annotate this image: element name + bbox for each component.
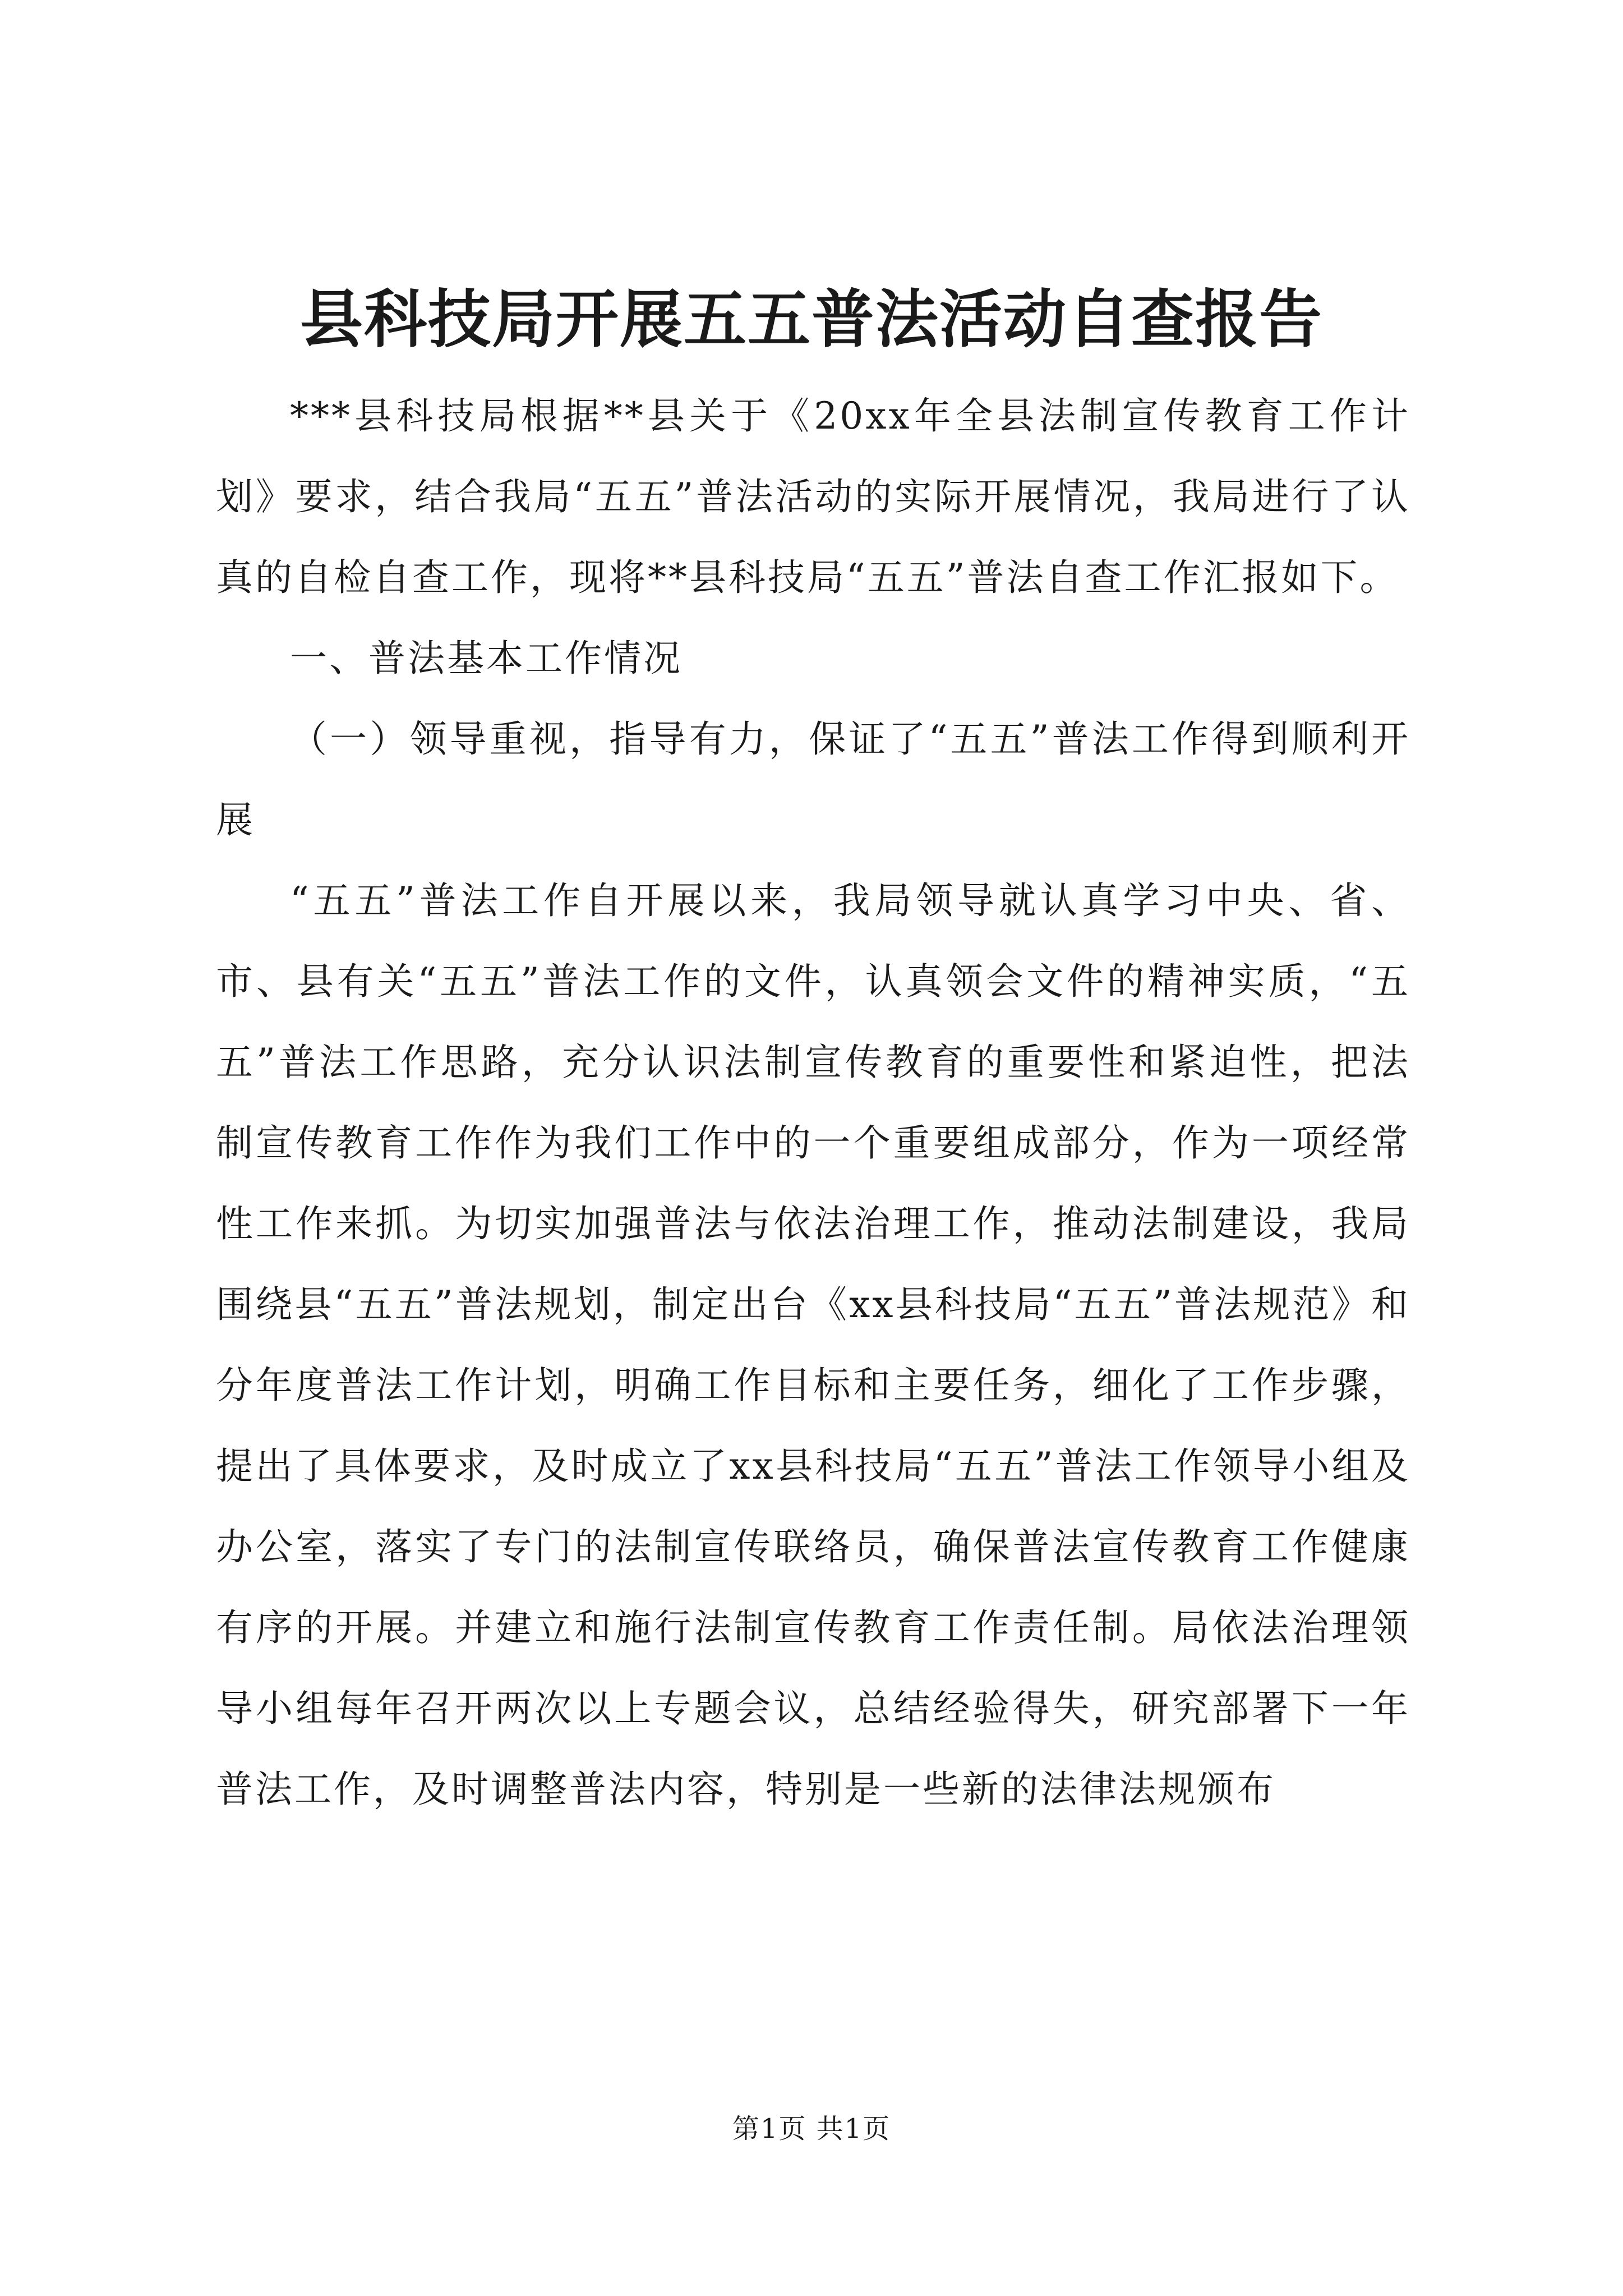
document-body: [216, 376, 1410, 1830]
page-footer: 第1页 共1页: [732, 2113, 891, 2145]
subsection-heading: （一）领导重视，指导有力，保证了“五五”普法工作得到顺利开展: [216, 717, 1410, 841]
paragraph-body: “五五”普法工作自开展以来，我局领导就认真学习中央、省、市、县有关“五五”普法工作的文件，认真领会文件的精神实质，“五五”普法工作思路，充分认识法制宣传教育的重要性和紧迫性，把法制宣传教育工作作为我们工作中的一个重要组成部分，作为一项经常性工作来抓。为切实加强普法与依法治理工作，推动法制建设，我局围绕县“五五”普法规划，制定出台《xx县科技局“五五”普法规范》和分年度普法工作计划，明确工作目标和主要任务，细化了工作步骤，提出了具体要求，及时成立了xx县科技局“五五”普法工作领导小组及办公室，落实了专门的法制宣传联络员，确保普法宣传教育工作健康有序的开展。并建立和施行法制宣传教育工作责任制。局依法治理领导小组每年召开两次以上专题会议，总结经验得失，研究部署下一年普法工作，及时调整普法内容，特别是一些新的法律法规颁布: [216, 879, 1410, 1811]
paragraph-intro: ***县科技局根据**县关于《20xx年全县法制宣传教育工作计划》要求，结合我局“五五”普法活动的实际开展情况，我局进行了认真的自检自查工作，现将**县科技局“五五”普法自查工作汇报如下。: [216, 394, 1410, 599]
document-title: 县科技局开展五五普法活动自查报告: [300, 283, 1323, 356]
section-heading: 一、普法基本工作情况: [290, 637, 683, 680]
